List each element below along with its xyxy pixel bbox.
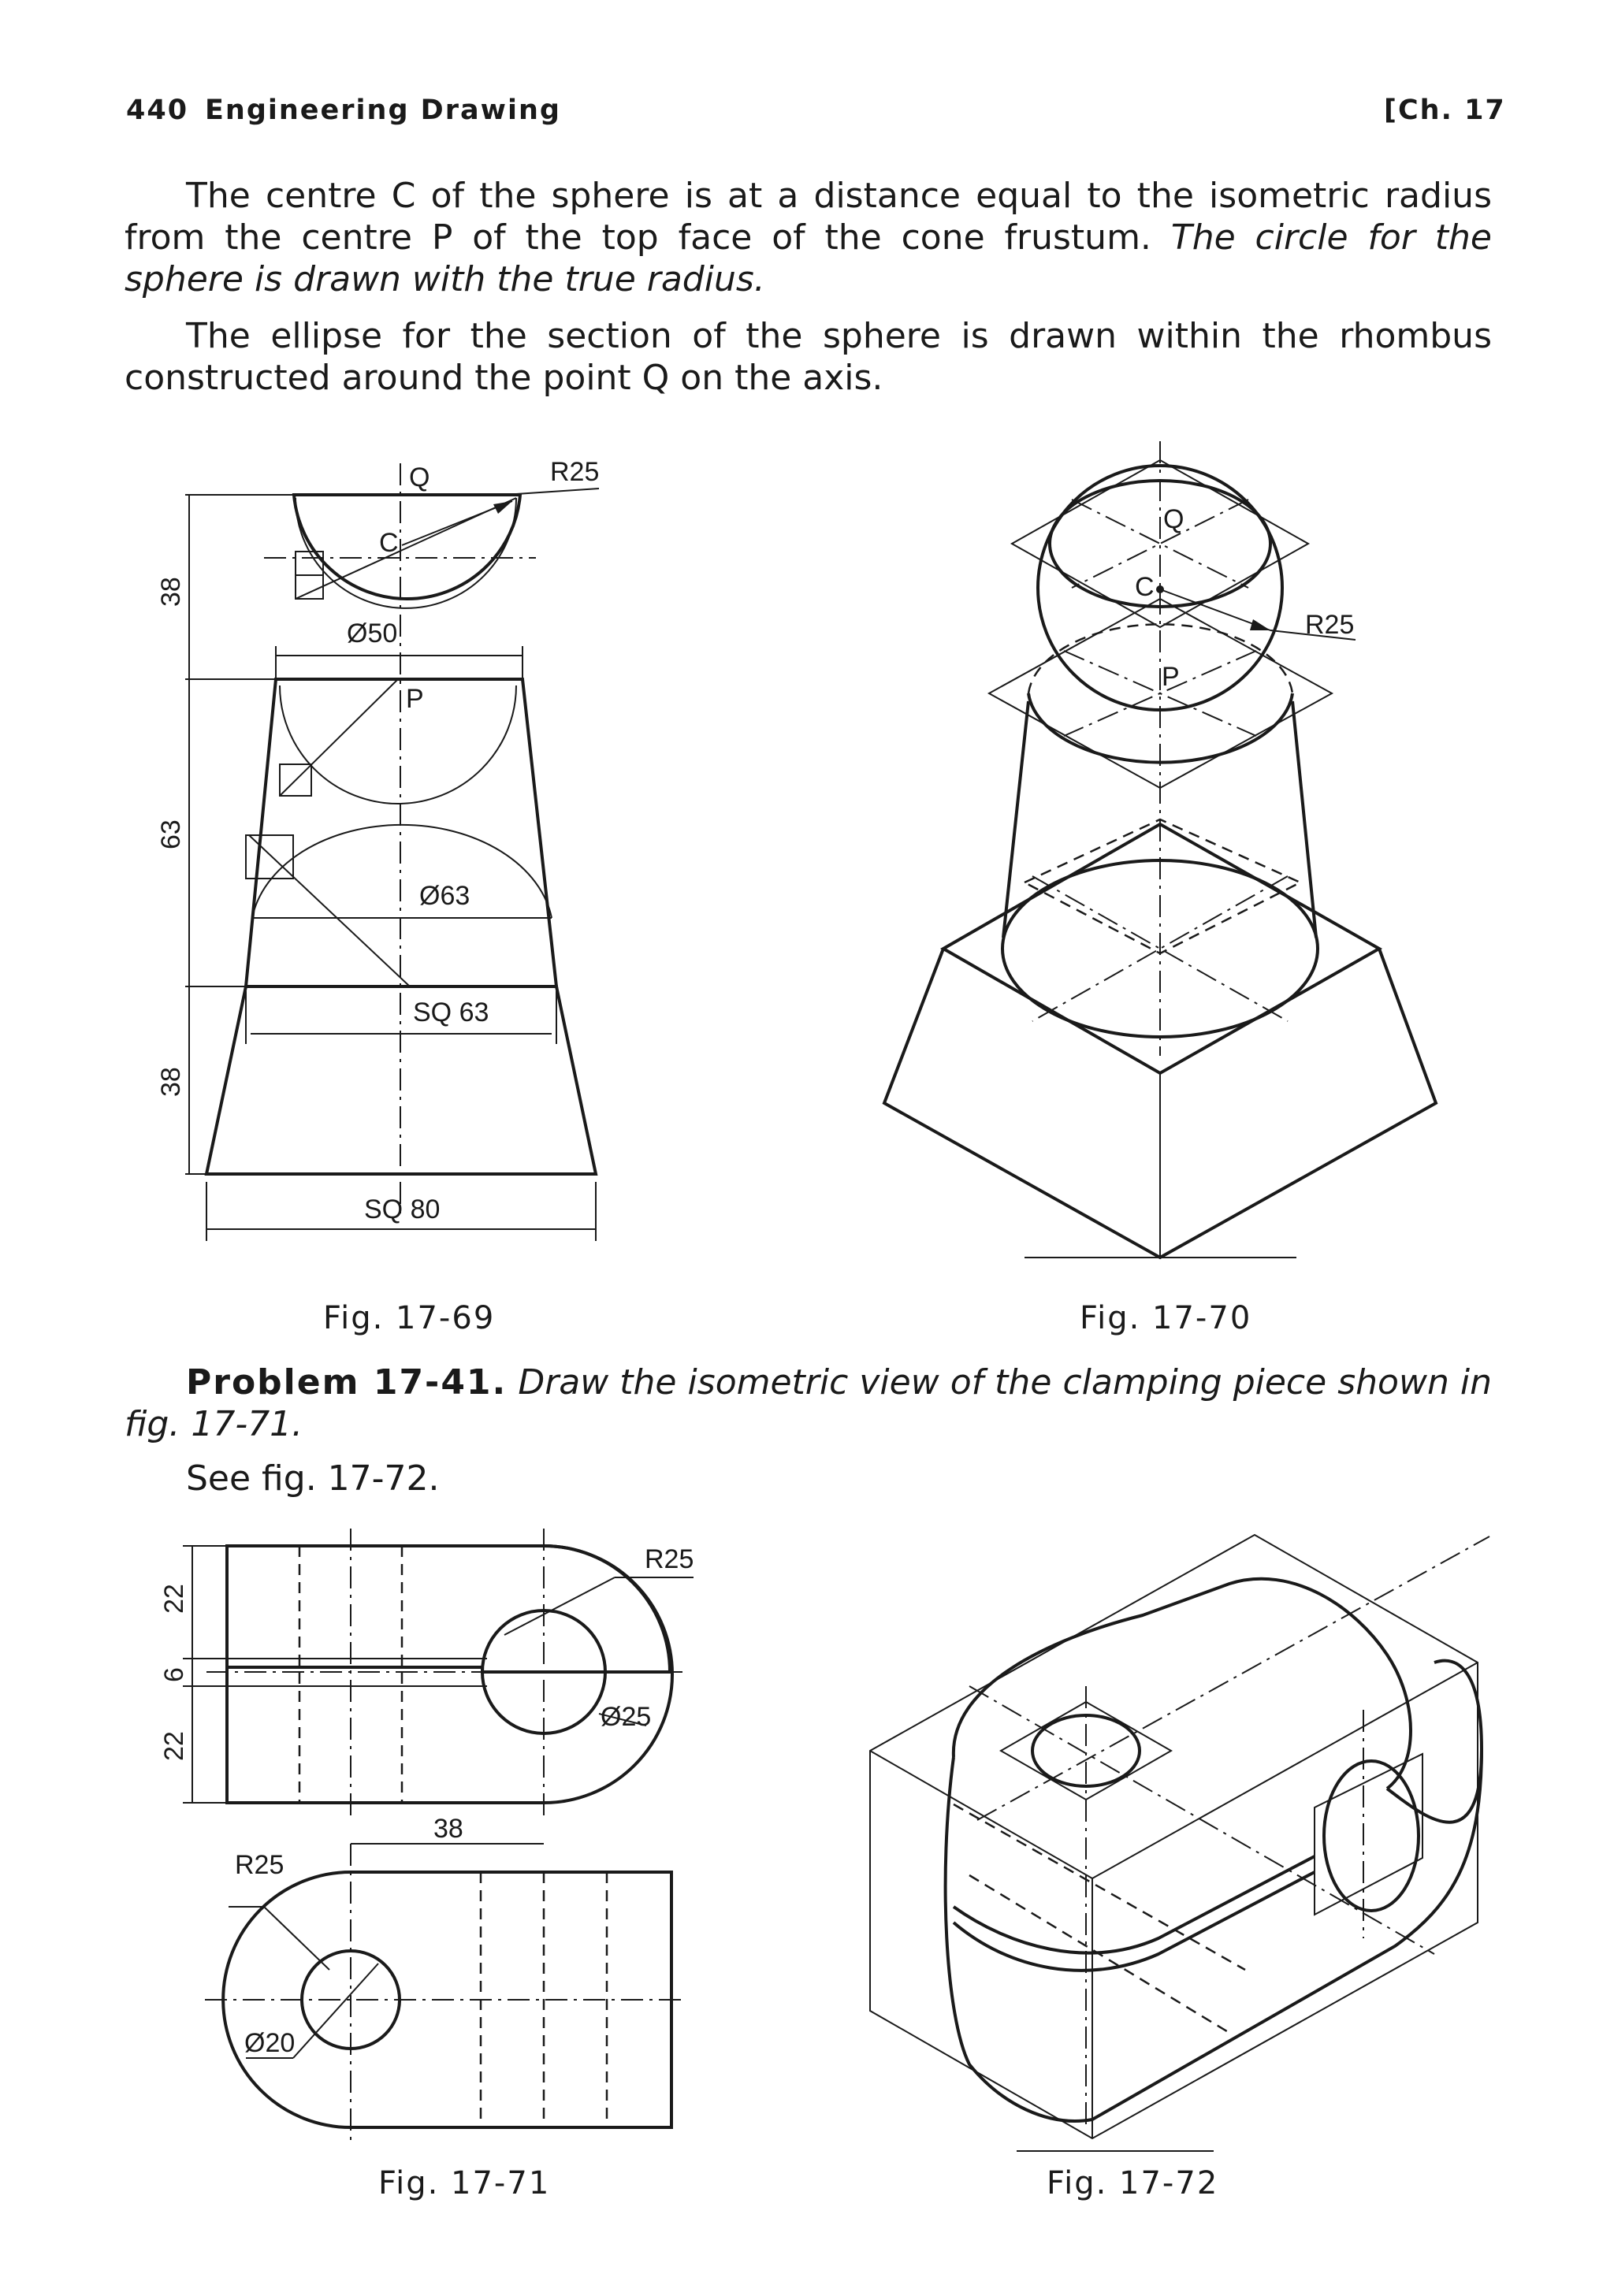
problem-statement [125,1362,1492,1445]
label-r25: R25 [1305,610,1355,640]
frustum-top-diagonal [280,679,398,796]
r25-top-leader [504,1577,615,1635]
see-figure [125,1458,1492,1499]
problem-text: Draw the isometric view of the clamping piece shown in fig. 17-71. [125,1362,1492,1444]
label-h38a: 38 [156,577,186,607]
label-d63: Ø63 [419,881,470,911]
label-r25-front: R25 [235,1850,284,1880]
r25-arrow [493,501,512,514]
label-q: Q [409,463,430,492]
r25-leader-tail [504,489,599,495]
hidden-iso-2 [969,1875,1229,2033]
problem-label: Problem 17-41. [186,1362,508,1402]
label-22-bottom: 22 [159,1731,189,1761]
label-6: 6 [159,1667,189,1682]
sphere-construction-arc [296,498,516,608]
label-r25-top: R25 [645,1544,694,1574]
label-d50: Ø50 [347,619,398,648]
label-d20: Ø20 [244,2028,296,2058]
box-edge-left [870,1751,1092,1878]
frustum-base-arc [252,825,552,918]
slot-upper-edge [954,1856,1315,1953]
caption-fig-17-70: Fig. 17-70 [1080,1300,1252,1336]
label-q: Q [1163,504,1184,534]
side-rhombus [1315,1754,1422,1915]
caption-fig-17-72: Fig. 17-72 [1047,2165,1219,2201]
box-edge-right [1092,1663,1478,1878]
hidden-iso-1 [954,1804,1245,1970]
iso-diag-centreline-2 [977,1536,1489,1820]
see-figure-text: See fig. 17-72. [186,1458,440,1499]
label-sq80: SQ 80 [364,1194,441,1224]
fig-17-70-drawing [884,441,1436,1258]
label-r25: R25 [550,457,600,487]
frustum-top-arc [280,685,516,804]
running-title: Engineering Drawing [205,95,561,126]
paragraph-sphere-centre-a: The centre C of the sphere is at a distance equal to the isometric radius from the centre P of the top face of the cone frustum. [125,176,1492,258]
fig-17-71-drawing [159,1529,694,2143]
iso-hole-side [1324,1761,1419,1911]
label-p: P [406,684,424,714]
label-38: 38 [433,1814,463,1844]
label-c: C [379,528,399,558]
label-22-top: 22 [159,1584,189,1614]
label-p: P [1162,662,1180,692]
chapter-label: [Ch. 17 [1384,95,1506,126]
page-number: 440 [126,95,189,126]
rhombus-base [1025,819,1300,953]
fig-17-69-drawing [156,457,599,1241]
label-h38b: 38 [156,1067,186,1097]
paragraph-sphere-centre-b: The circle for the sphere is drawn with the true radius. [125,217,1492,299]
frustum-base-box [246,835,293,879]
r25-front-leader [264,1907,329,1970]
piece-top-outline [954,1579,1411,1789]
bounding-box [870,1535,1478,2138]
caption-fig-17-71: Fig. 17-71 [378,2165,551,2201]
frustum-base-diagonal [249,835,410,986]
paragraph-ellipse-text: The ellipse for the section of the sphere is drawn within the rhombus constructed around the point Q on the axis. [125,316,1492,398]
caption-fig-17-69: Fig. 17-69 [323,1300,496,1336]
label-h63: 63 [156,819,186,849]
r25-arrow [1250,619,1270,630]
fig-17-72-drawing [870,1535,1489,2151]
label-d25: Ø25 [601,1702,652,1732]
label-c: C [1135,572,1155,602]
label-sq63: SQ 63 [413,998,489,1027]
slot-lower-edge [954,1872,1315,1971]
